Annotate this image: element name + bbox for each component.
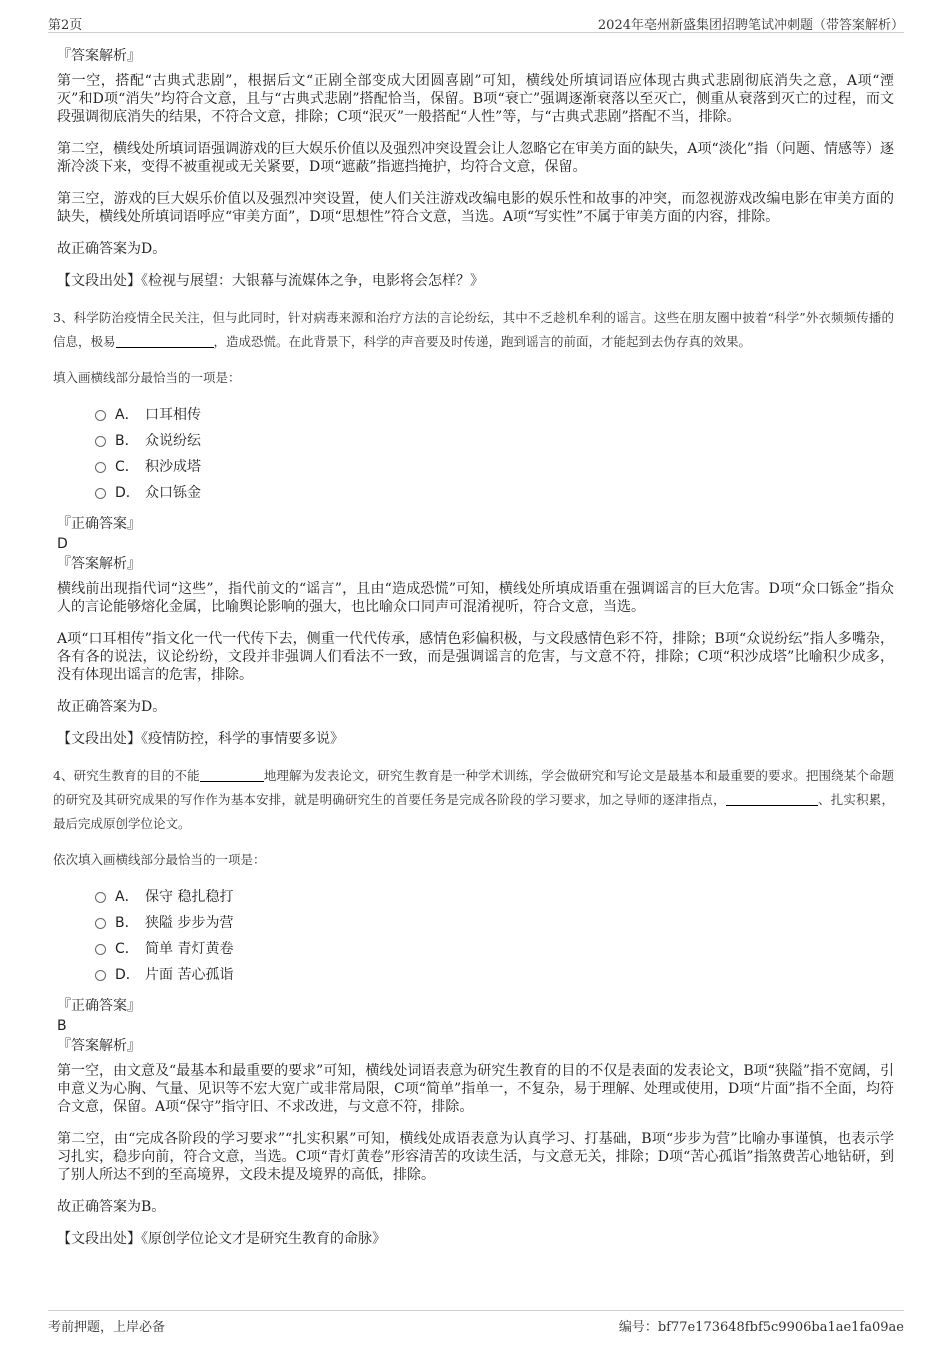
- q3-conclusion: 故正确答案为D。: [57, 699, 167, 715]
- page-footer: [48, 1310, 904, 1335]
- page-number: 第2页: [48, 18, 83, 33]
- q4-stem: [53, 764, 894, 836]
- q4-option-b[interactable]: B． 狭隘 步步为营: [95, 910, 894, 936]
- q4-instruction: 依次填入画横线部分最恰当的一项是：: [53, 852, 266, 867]
- q2-analysis-para-1: 第一空，搭配“古典式悲剧”，根据后文“正剧全部变成大团圆喜剧”可知，横线处所填词语应体现古典式悲剧彻底消失之意，A项“湮灭”和D项“消失”均符合文意，且与“古典式悲剧”搭配恰当，保留。B项“衰亡”强调逐渐衰落以至灭亡，侧重从衰落到灭亡的过程，而文段强调彻底消失的结果，不符合文意，排除；C项“泯灭”一般搭配“人性”等，与“古典式悲剧”搭配不当，排除。: [57, 73, 894, 125]
- q4-source: 【文段出处】《原创学位论文才是研究生教育的命脉》: [57, 1231, 386, 1247]
- q4-option-a[interactable]: A． 保守 稳扎稳打: [95, 884, 894, 910]
- q3-blank: [116, 333, 214, 348]
- q4-options: [95, 884, 894, 988]
- q2-analysis-para-3: 第三空，游戏的巨大娱乐价值以及强烈冲突设置，使人们关注游戏改编电影的娱乐性和故事的冲突，而忽视游戏改编电影在审美方面的缺失，横线处所填词语呼应“审美方面”，D项“思想性”符合文意，当选。A项“写实性”不属于审美方面的内容，排除。: [57, 191, 894, 225]
- q3-stem-part-2: ，造成恐慌。在此背景下，科学的声音要及时传递，跑到谣言的前面，才能起到去伪存真的效果。: [213, 334, 752, 349]
- q3-correct-tag: 『正确答案』: [57, 516, 141, 532]
- q4-stem-part-1: 4、研究生教育的目的不能: [53, 768, 200, 783]
- q2-analysis-tag: 『答案解析』: [57, 48, 141, 64]
- q3-option-c[interactable]: C． 积沙成塔: [95, 454, 894, 480]
- footer-slogan: 考前押题，上岸必备: [48, 1320, 166, 1335]
- q4-analysis-para-2: 第二空，由“完成各阶段的学习要求”“扎实积累”可知，横线处成语表意为认真学习、打基础，B项“步步为营”比喻办事谨慎，也表示学习扎实，稳步向前，符合文意，当选。C项“青灯黄卷”形容清苦的攻读生活，与文意无关，排除；D项“苦心孤诣”指煞费苦心地钻研，到了别人所达不到的至高境界，文段未提及境界的高低，排除。: [57, 1131, 894, 1183]
- q3-stem-part-1: 3、科学防治疫情全民关注，但与此同时，针对病毒来源和治疗方法的言论纷纭，其中不乏趁机牟利的谣言。这些在朋友圈中披着“科学”外衣频频传播的信息，极易: [53, 310, 894, 349]
- q4-correct-tag: 『正确答案』: [57, 998, 141, 1014]
- document-title: 2024年亳州新盛集团招聘笔试冲刺题（带答案解析）: [597, 18, 904, 33]
- q2-source: 【文段出处】《检视与展望：大银幕与流媒体之争，电影将会怎样？》: [57, 273, 484, 289]
- q3-stem: [53, 306, 894, 354]
- q3-source: 【文段出处】《疫情防控，科学的事情要多说》: [57, 731, 344, 747]
- q3-analysis-para-1: 横线前出现指代词“这些”，指代前文的“谣言”，且由“造成恐慌”可知，横线处所填成语重在强调谣言的巨大危害。D项“众口铄金”指众人的言论能够熔化金属，比喻舆论影响的强大，也比喻众口同声可混淆视听，符合文意，当选。: [57, 581, 894, 615]
- radio-icon[interactable]: [95, 410, 106, 421]
- q4-stem-part-2: 地理解为发表论文，研究生教育是一种学术训练，学会做研究和写论文是最基本和最重要的要求。把围绕某个命题的研究及其研究成果的写作作为基本安排，就是明确研究生的首要任务是完成各阶段的学习要求，加之导师的逐津指点，: [53, 768, 894, 807]
- q2-analysis-para-2: 第二空，横线处所填词语强调游戏的巨大娱乐价值以及强烈冲突设置会让人忽略它在审美方面的缺失，A项“淡化”指（问题、情感等）逐渐冷淡下来，变得不被重视或无关紧要，D项“遮蔽”指遮挡掩护，均符合文意，保留。: [57, 141, 894, 175]
- q4-conclusion: 故正确答案为B。: [57, 1199, 166, 1215]
- radio-icon[interactable]: [95, 970, 106, 981]
- q3-options: [95, 402, 894, 506]
- radio-icon[interactable]: [95, 462, 106, 473]
- q4-option-c[interactable]: C． 简单 青灯黄卷: [95, 936, 894, 962]
- radio-icon[interactable]: [95, 944, 106, 955]
- q3-analysis-tag: 『答案解析』: [57, 556, 141, 572]
- q3-option-d[interactable]: D． 众口铄金: [95, 480, 894, 506]
- document-body: [53, 46, 894, 1264]
- q2-conclusion: 故正确答案为D。: [57, 241, 167, 257]
- document-serial: 编号：bf77e173648fbf5c9906ba1ae1fa09ae: [618, 1320, 904, 1335]
- q4-blank-1: [200, 767, 264, 782]
- q4-stem-part-3: 、扎实积累，最后完成原创学位论文。: [53, 792, 894, 831]
- radio-icon[interactable]: [95, 436, 106, 447]
- radio-icon[interactable]: [95, 892, 106, 903]
- q4-blank-2: [726, 791, 818, 806]
- q4-analysis-para-1: 第一空，由文意及“最基本和最重要的要求”可知，横线处词语表意为研究生教育的目的不仅是表面的发表论文，B项“狭隘”指不宽阔，引申意义为心胸、气量、见识等不宏大宽广或非常局限，C项“简单”指单一，不复杂，易于理解、处理或使用，D项“片面”指不全面，均符合文意，保留。A项“保守”指守旧、不求改进，与文意不符，排除。: [57, 1063, 894, 1115]
- radio-icon[interactable]: [95, 918, 106, 929]
- q4-answer: B: [57, 1018, 67, 1034]
- q3-answer: D: [57, 536, 68, 552]
- q3-option-b[interactable]: B． 众说纷纭: [95, 428, 894, 454]
- page-header: [48, 14, 904, 33]
- q4-analysis-tag: 『答案解析』: [57, 1038, 141, 1054]
- q3-instruction: 填入画横线部分最恰当的一项是：: [53, 370, 241, 385]
- radio-icon[interactable]: [95, 488, 106, 499]
- q3-analysis-para-2: A项“口耳相传”指文化一代一代传下去，侧重一代代传承，感情色彩偏积极，与文段感情色彩不符，排除；B项“众说纷纭”指人多嘴杂，各有各的说法，议论纷纷，文段并非强调人们看法不一致，而是强调谣言的危害，与文意不符，排除；C项“积沙成塔”比喻积少成多，没有体现出谣言的危害，排除。: [57, 631, 894, 683]
- q4-option-d[interactable]: D． 片面 苦心孤诣: [95, 962, 894, 988]
- q3-option-a[interactable]: A． 口耳相传: [95, 402, 894, 428]
